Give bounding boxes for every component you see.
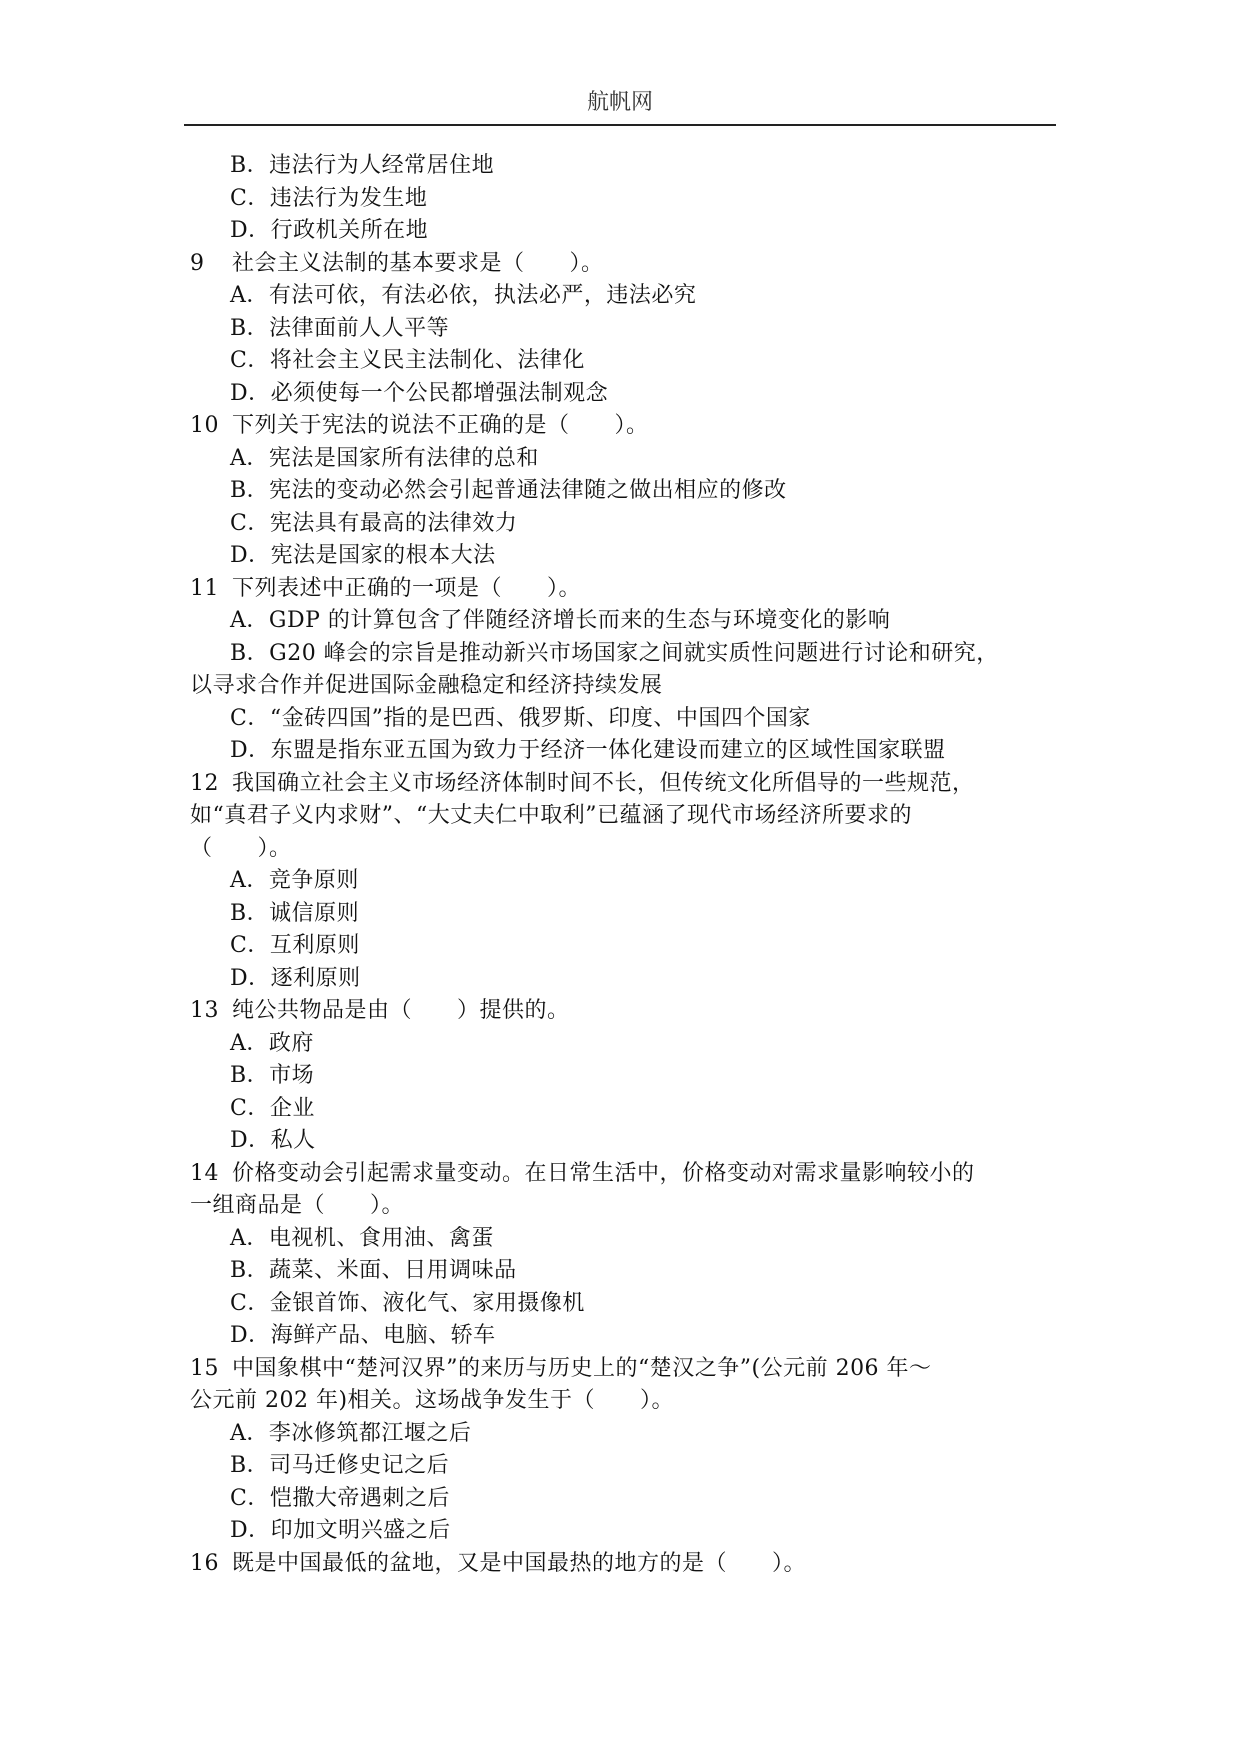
option-line: A．GDP 的计算包含了伴随经济增长而来的生态与环境变化的影响 — [230, 608, 891, 633]
question-number: 15 — [190, 1355, 219, 1381]
question-continuation: 一组商品是（ ）。 — [190, 1193, 405, 1218]
option-line: D．私人 — [230, 1128, 316, 1153]
option-line: D．必须使每一个公民都增强法制观念 — [230, 380, 609, 406]
page-header — [184, 88, 1056, 126]
question-text: 既是中国最低的盆地，又是中国最热的地方的是（ ）。 — [232, 1550, 807, 1576]
question-12 — [190, 768, 1056, 801]
question-continuation: 公元前 202 年)相关。这场战争发生于（ ）。 — [190, 1388, 675, 1413]
option-line: B．蔬菜、米面、日用调味品 — [230, 1258, 517, 1283]
question-10 — [190, 410, 1056, 443]
option-line: B．宪法的变动必然会引起普通法律随之做出相应的修改 — [230, 478, 787, 503]
question-text: 下列表述中正确的一项是（ ）。 — [232, 575, 582, 601]
question-text: 社会主义法制的基本要求是（ ）。 — [232, 250, 604, 276]
question-text: 中国象棋中“楚河汉界”的来历与历史上的“楚汉之争”(公元前 206 年～ — [232, 1355, 932, 1381]
question-text: 价格变动会引起需求量变动。在日常生活中，价格变动对需求量影响较小的 — [232, 1160, 975, 1186]
option-line: C．恺撒大帝遇刺之后 — [230, 1485, 450, 1511]
question-number: 10 — [190, 413, 219, 438]
question-continuation: 如“真君子义内求财”、“大丈夫仁中取利”已蕴涵了现代市场经济所要求的 — [190, 803, 912, 828]
option-line: C．金银首饰、液化气、家用摄像机 — [230, 1290, 585, 1316]
question-11 — [190, 573, 1056, 606]
option-line: B．诚信原则 — [230, 900, 360, 926]
option-line: B．市场 — [230, 1063, 315, 1088]
question-number: 13 — [190, 998, 219, 1023]
option-line: A．有法可依，有法必依，执法必严，违法必究 — [230, 283, 697, 308]
option-line: C．“金砖四国”指的是巴西、俄罗斯、印度、中国四个国家 — [230, 705, 811, 731]
option-line: D．逐利原则 — [230, 965, 361, 991]
question-text: 纯公共物品是由（ ）提供的。 — [232, 998, 570, 1023]
option-line: A．政府 — [230, 1030, 314, 1056]
option-line: A．宪法是国家所有法律的总和 — [230, 445, 539, 471]
question-continuation: （ ）。 — [190, 835, 292, 861]
option-line: C．违法行为发生地 — [230, 185, 428, 211]
option-line: D．行政机关所在地 — [230, 218, 429, 243]
header-title: 航帆网 — [586, 90, 653, 115]
question-15 — [190, 1353, 1056, 1386]
option-line: A．竞争原则 — [230, 868, 359, 893]
option-line: C．企业 — [230, 1095, 315, 1121]
option-line: B．G20 峰会的宗旨是推动新兴市场国家之间就实质性问题进行讨论和研究， — [230, 640, 999, 666]
question-9 — [190, 248, 1056, 281]
question-number: 9 — [190, 250, 205, 276]
option-continuation: 以寻求合作并促进国际金融稳定和经济持续发展 — [190, 673, 663, 698]
option-line: B．法律面前人人平等 — [230, 315, 450, 341]
question-number: 12 — [190, 770, 219, 796]
question-number: 11 — [190, 575, 219, 601]
option-line: A．李冰修筑都江堰之后 — [230, 1420, 472, 1446]
option-line: A．电视机、食用油、禽蛋 — [230, 1225, 494, 1251]
document-body — [190, 150, 1056, 1580]
option-line: D．宪法是国家的根本大法 — [230, 543, 496, 568]
option-line: D．印加文明兴盛之后 — [230, 1518, 451, 1543]
question-number: 16 — [190, 1550, 219, 1576]
option-line: B．违法行为人经常居住地 — [230, 153, 495, 178]
question-number: 14 — [190, 1160, 219, 1186]
question-16 — [190, 1548, 1056, 1581]
option-line: C．将社会主义民主法制化、法律化 — [230, 348, 585, 373]
question-13 — [190, 995, 1056, 1028]
option-line: D．海鲜产品、电脑、轿车 — [230, 1323, 496, 1348]
option-line: B．司马迁修史记之后 — [230, 1453, 450, 1478]
question-text: 下列关于宪法的说法不正确的是（ ）。 — [232, 413, 649, 438]
question-14 — [190, 1158, 1056, 1191]
option-line: D．东盟是指东亚五国为致力于经济一体化建设而建立的区域性国家联盟 — [230, 738, 946, 763]
option-line: C．互利原则 — [230, 933, 360, 958]
option-line: C．宪法具有最高的法律效力 — [230, 510, 518, 536]
question-text: 我国确立社会主义市场经济体制时间不长，但传统文化所倡导的一些规范， — [232, 770, 975, 796]
